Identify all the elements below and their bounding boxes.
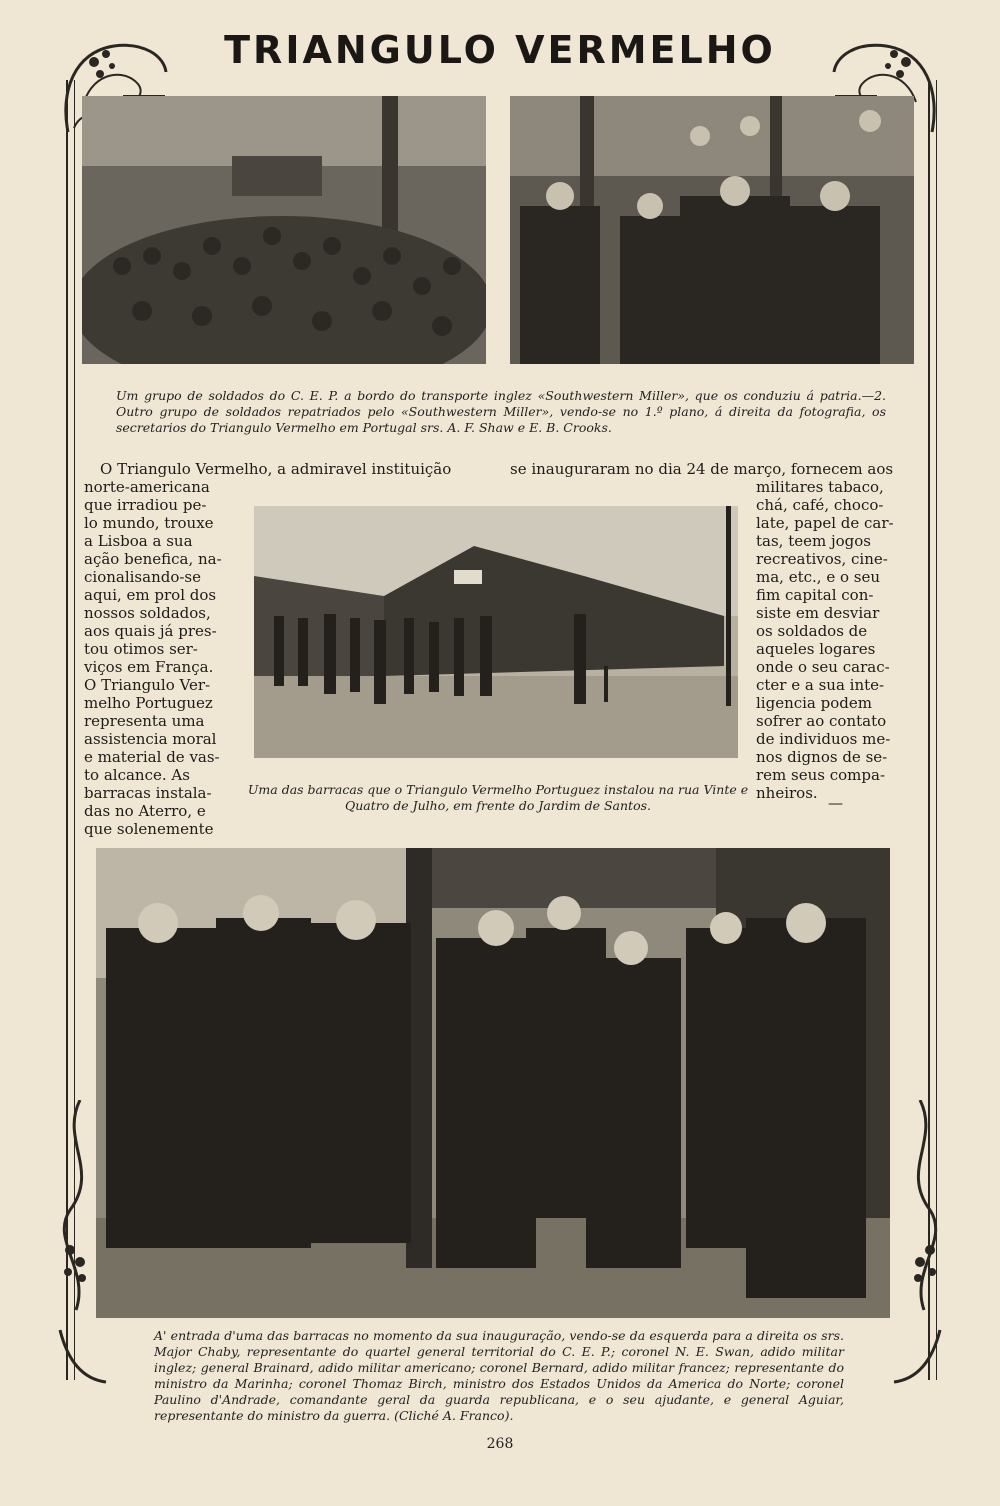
text-line: chá, café, choco- xyxy=(756,496,884,514)
text-line: aqui, em prol dos xyxy=(84,586,217,604)
text-line: norte-americana xyxy=(84,478,210,496)
article-lead-right: se inauguraram no dia 24 de março, fornecem aos xyxy=(510,460,894,478)
text-line: onde o seu carac- xyxy=(756,658,890,676)
text-line: os soldados de xyxy=(756,622,868,640)
text-line: tou otimos ser- xyxy=(84,640,198,658)
text-line: melho Portuguez xyxy=(84,694,213,712)
text-line: das no Aterro, e xyxy=(84,802,206,820)
photo-inauguration-officers xyxy=(96,848,890,1318)
page-number: 268 xyxy=(486,1436,514,1452)
text-line: O Triangulo Ver- xyxy=(84,676,211,694)
text-line: fim capital con- xyxy=(756,586,874,604)
article-end-mark: — xyxy=(828,794,843,812)
text-line: representa uma xyxy=(84,712,205,730)
text-line: de individuos me- xyxy=(756,730,891,748)
text-line: late, papel de car- xyxy=(756,514,894,532)
text-line: viços em França. xyxy=(84,658,214,676)
text-line: to alcance. As xyxy=(84,766,190,784)
text-line: ligencia podem xyxy=(756,694,872,712)
caption-top-photos: Um grupo de soldados do C. E. P. a bordo do transporte inglez «Southwestern Miller», que os conduziu á patria.—2. Outro grupo de soldados repatriados pelo «Southwestern Miller», vendo-se no 1.º plano, á direita da fotografia, os secretarios do Triangulo Vermelho em Portugal srs. A. F. Shaw e E. B. Crooks. xyxy=(116,388,886,435)
bottom-right-flourish-icon xyxy=(890,1100,950,1390)
text-line: militares tabaco, xyxy=(756,478,884,496)
article-lead-left: O Triangulo Vermelho, a admiravel instituição xyxy=(100,460,452,478)
text-line: barracas instala- xyxy=(84,784,212,802)
text-line: ma, etc., e o seu xyxy=(756,568,880,586)
text-line: que irradiou pe- xyxy=(84,496,207,514)
text-line: lo mundo, trouxe xyxy=(84,514,214,532)
text-line: cionalisando-se xyxy=(84,568,202,586)
text-line: nossos soldados, xyxy=(84,604,211,622)
photo-soldiers-on-deck xyxy=(82,96,486,364)
text-line: ação benefica, na- xyxy=(84,550,222,568)
article-right-column xyxy=(756,478,906,802)
text-line: assistencia moral xyxy=(84,730,217,748)
text-line: recreativos, cine- xyxy=(756,550,888,568)
caption-tent-photo: Uma das barracas que o Triangulo Vermelho Portuguez instalou na rua Vinte e Quatro de Julho, em frente do Jardim de Santos. xyxy=(247,782,749,813)
text-line: cter e a sua inte- xyxy=(756,676,885,694)
text-line: nos dignos de se- xyxy=(756,748,888,766)
page-title: TRIANGULO VERMELHO xyxy=(224,28,776,72)
text-line: aos quais já pres- xyxy=(84,622,217,640)
text-line: e material de vas- xyxy=(84,748,220,766)
text-line: siste em desviar xyxy=(756,604,880,622)
text-line: tas, teem jogos xyxy=(756,532,871,550)
photo-tent-santos xyxy=(254,506,738,758)
text-line: a Lisboa a sua xyxy=(84,532,193,550)
text-line: aqueles logares xyxy=(756,640,876,658)
text-line: nheiros. xyxy=(756,784,818,802)
caption-inauguration-photo: A' entrada d'uma das barracas no momento da sua inauguração, vendo-se da esquerda para a direita os srs. Major Chaby, representante do quartel general territorial do C. E. P.; coronel N. E. Swan, adido militar inglez; general Brainard, adido militar americano; coronel Bernard, adido militar francez; representante do ministro da Marinha; coronel Thomaz Birch, ministro dos Estados Unidos da America do Norte; coronel Paulino d'Andrade, comandante geral da guarda republicana, e o seu ajudante, e general Aguiar, representante do ministro da guerra. (Cliché A. Franco). xyxy=(154,1328,844,1423)
text-line: rem seus compa- xyxy=(756,766,886,784)
photo-repatriated-soldiers xyxy=(510,96,914,364)
text-line: que solenemente xyxy=(84,820,214,838)
text-line: sofrer ao contato xyxy=(756,712,887,730)
article-left-column xyxy=(84,478,234,838)
